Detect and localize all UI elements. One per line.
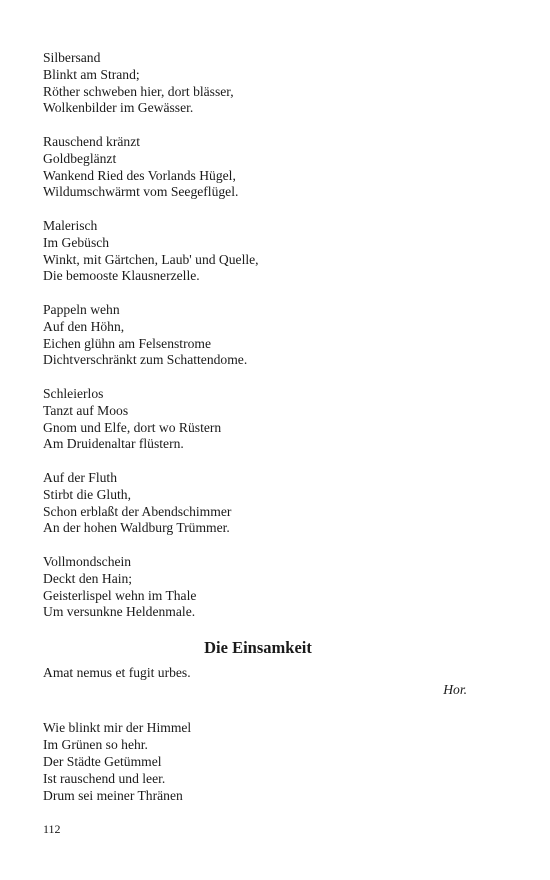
verse-line: Im Gebüsch <box>43 234 110 250</box>
verse-line: Rauschend kränzt <box>43 133 141 149</box>
verse-line: Wankend Ried des Vorlands Hügel, <box>43 167 236 183</box>
stanza-1 <box>43 50 473 117</box>
stanza-7 <box>43 554 473 621</box>
stanza-3 <box>43 218 473 285</box>
verse-line: Schleierlos <box>43 385 104 401</box>
verse-line: Dichtverschränkt zum Schattendome. <box>43 352 248 368</box>
verse-line: Deckt den Hain; <box>43 570 133 586</box>
verse-line: Goldbeglänzt <box>43 150 117 166</box>
verse-line: Im Grünen so hehr. <box>43 737 148 753</box>
epigraph-text: Amat nemus et fugit urbes. <box>43 664 191 680</box>
page-number: 112 <box>43 822 61 836</box>
verse-line: Drum sei meiner Thränen <box>43 787 183 803</box>
verse-line: Um versunkne Heldenmale. <box>43 604 196 620</box>
verse-line: Stirbt die Gluth, <box>43 486 131 502</box>
verse-line: Die bemooste Klausnerzelle. <box>43 268 200 284</box>
verse-line: Röther schweben hier, dort blässer, <box>43 83 234 99</box>
verse-line: Der Städte Getümmel <box>43 754 162 770</box>
stanza-2 <box>43 134 473 201</box>
stanza-next-poem <box>43 720 473 804</box>
verse-line: Auf der Fluth <box>43 469 118 485</box>
verse-line: Malerisch <box>43 217 98 233</box>
verse-line: Geisterlispel wehn im Thale <box>43 587 197 603</box>
verse-line: Schon erblaßt der Abendschimmer <box>43 503 232 519</box>
verse-line: An der hohen Waldburg Trümmer. <box>43 520 230 536</box>
stanza-6 <box>43 470 473 537</box>
verse-line: Eichen glühn am Felsenstrome <box>43 335 211 351</box>
verse-line: Vollmondschein <box>43 553 132 569</box>
poem-title: Die Einsamkeit <box>204 637 312 657</box>
verse-line: Ist rauschend und leer. <box>43 770 166 786</box>
epigraph-source: Hor. <box>443 681 467 697</box>
verse-line: Wildumschwärmt vom Seegeflügel. <box>43 184 239 200</box>
verse-line: Pappeln wehn <box>43 301 120 317</box>
verse-line: Silbersand <box>43 50 101 65</box>
book-page <box>43 50 473 821</box>
verse-line: Gnom und Elfe, dort wo Rüstern <box>43 419 222 435</box>
stanza-5 <box>43 386 473 453</box>
stanza-4 <box>43 302 473 369</box>
verse-line: Auf den Höhn, <box>43 318 125 334</box>
epigraph <box>43 665 473 699</box>
verse-line: Blinkt am Strand; <box>43 66 140 82</box>
verse-line: Winkt, mit Gärtchen, Laub' und Quelle, <box>43 251 259 267</box>
verse-line: Wolkenbilder im Gewässer. <box>43 100 194 116</box>
verse-line: Wie blinkt mir der Himmel <box>43 720 192 736</box>
verse-line: Tanzt auf Moos <box>43 402 129 418</box>
verse-line: Am Druidenaltar flüstern. <box>43 436 184 452</box>
